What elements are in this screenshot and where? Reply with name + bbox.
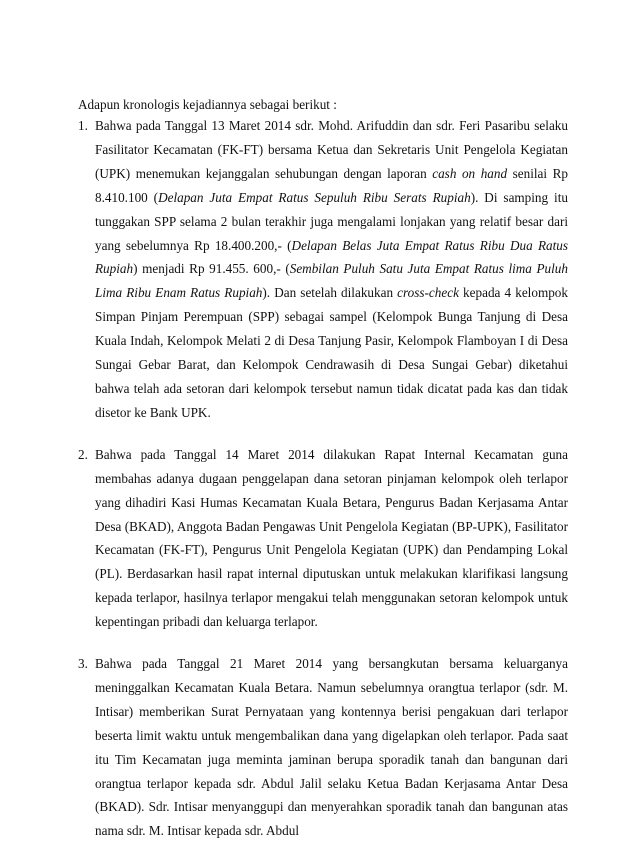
text-segment-italic: cash on hand: [432, 165, 508, 181]
text-segment-italic: cross-check: [397, 285, 459, 301]
list-item: [78, 443, 568, 634]
item-text: [95, 118, 568, 420]
list-item: [78, 114, 568, 425]
list-item: [78, 652, 568, 843]
item-number: 1.: [78, 118, 88, 133]
item-text: Bahwa pada Tanggal 14 Maret 2014 dilakukan Rapat Internal Kecamatan guna membahas adanya dugaan penggelapan dana setoran pinjaman kelompok oleh terlapor yang dihadiri Kasi Humas Kecamatan Kuala Betara, Pengurus Badan Kerjasama Antar Desa (BKAD), Anggota Badan Pengawas Unit Pengelola Kegiatan (BP-UPK), Fasilitator Kecamatan (FK-FT), Pengurus Unit Pengelola Kegiatan (UPK) dan Pendamping Lokal (PL). Berdasarkan hasil rapat internal diputuskan untuk melakukan klarifikasi langsung kepada terlapor, hasilnya terlapor mengakui telah menggunakan setoran kelompok untuk kepentingan pribadi dan keluarga terlapor.: [95, 446, 568, 630]
text-segment: ). Di samping itu tunggakan SPP selama 2 bulan terakhir juga mengalami lonjakan yang relatif besar dari yang sebelumnya Rp 18.400.200,- (: [95, 189, 568, 253]
text-segment-italic: Sembilan Puluh Satu Juta Empat Ratus lima Puluh Lima Ribu Enam Ratus Rupiah: [95, 261, 568, 301]
item-number: 3.: [78, 656, 88, 672]
intro-text: Adapun kronologis kejadiannya sebagai berikut :: [78, 97, 337, 112]
text-segment: ). Dan setelah dilakukan: [262, 285, 398, 301]
text-segment: kepada 4 kelompok Simpan Pinjam Perempuan (SPP) sebagai sampel (Kelompok Bunga Tanjung di Desa Kuala Indah, Kelompok Melati 2 di Desa Tanjung Pasir, Kelompok Flamboyan I di Desa Sungai Gebar Barat, dan Kelompok Cendrawasih di Desa Sungai Gebar) diketahui bahwa telah ada setoran dari kelompok tersebut namun tidak dicatat pada kas dan tidak disetor ke Bank UPK.: [95, 285, 568, 420]
text-segment-italic: Delapan Belas Juta Empat Ratus Ribu Dua Ratus Rupiah: [95, 237, 569, 277]
item-text: Bahwa pada Tanggal 21 Maret 2014 yang bersangkutan bersama keluarganya meninggalkan Kecamatan Kuala Betara. Namun sebelumnya orangtua terlapor (sdr. M. Intisar) memberikan Surat Pernyataan yang kontennya berisi pengakuan dari terlapor beserta limit waktu untuk mengembalikan dana yang digelapkan oleh terlapor. Pada saat itu Tim Kecamatan juga meminta jaminan berupa sporadik tanah dan bangunan dari orangtua terlapor kepada sdr. Abdul Jalil selaku Ketua Badan Kerjasama Antar Desa (BKAD). Sdr. Intisar menyanggupi dan menyerahkan sporadik tanah dan bangunan atas nama sdr. M. Intisar kepada sdr. Abdul: [95, 656, 568, 839]
text-segment: senilai Rp 8.410.100 (: [95, 165, 568, 205]
item-number: 2.: [78, 446, 88, 462]
text-segment: Bahwa pada Tanggal 13 Maret 2014 sdr. Mohd. Arifuddin dan sdr. Feri Pasaribu selaku Fasilitator Kecamatan (FK-FT) bersama Ketua dan Sekretaris Unit Pengelola Kegiatan (UPK) menemukan kejanggalan sehubungan dengan laporan: [95, 118, 568, 181]
chronology-list: [78, 114, 568, 861]
text-segment: ) menjadi Rp 91.455. 600,- (: [133, 261, 290, 277]
text-segment-italic: Delapan Juta Empat Ratus Sepuluh Ribu Serats Rupiah: [158, 189, 471, 205]
